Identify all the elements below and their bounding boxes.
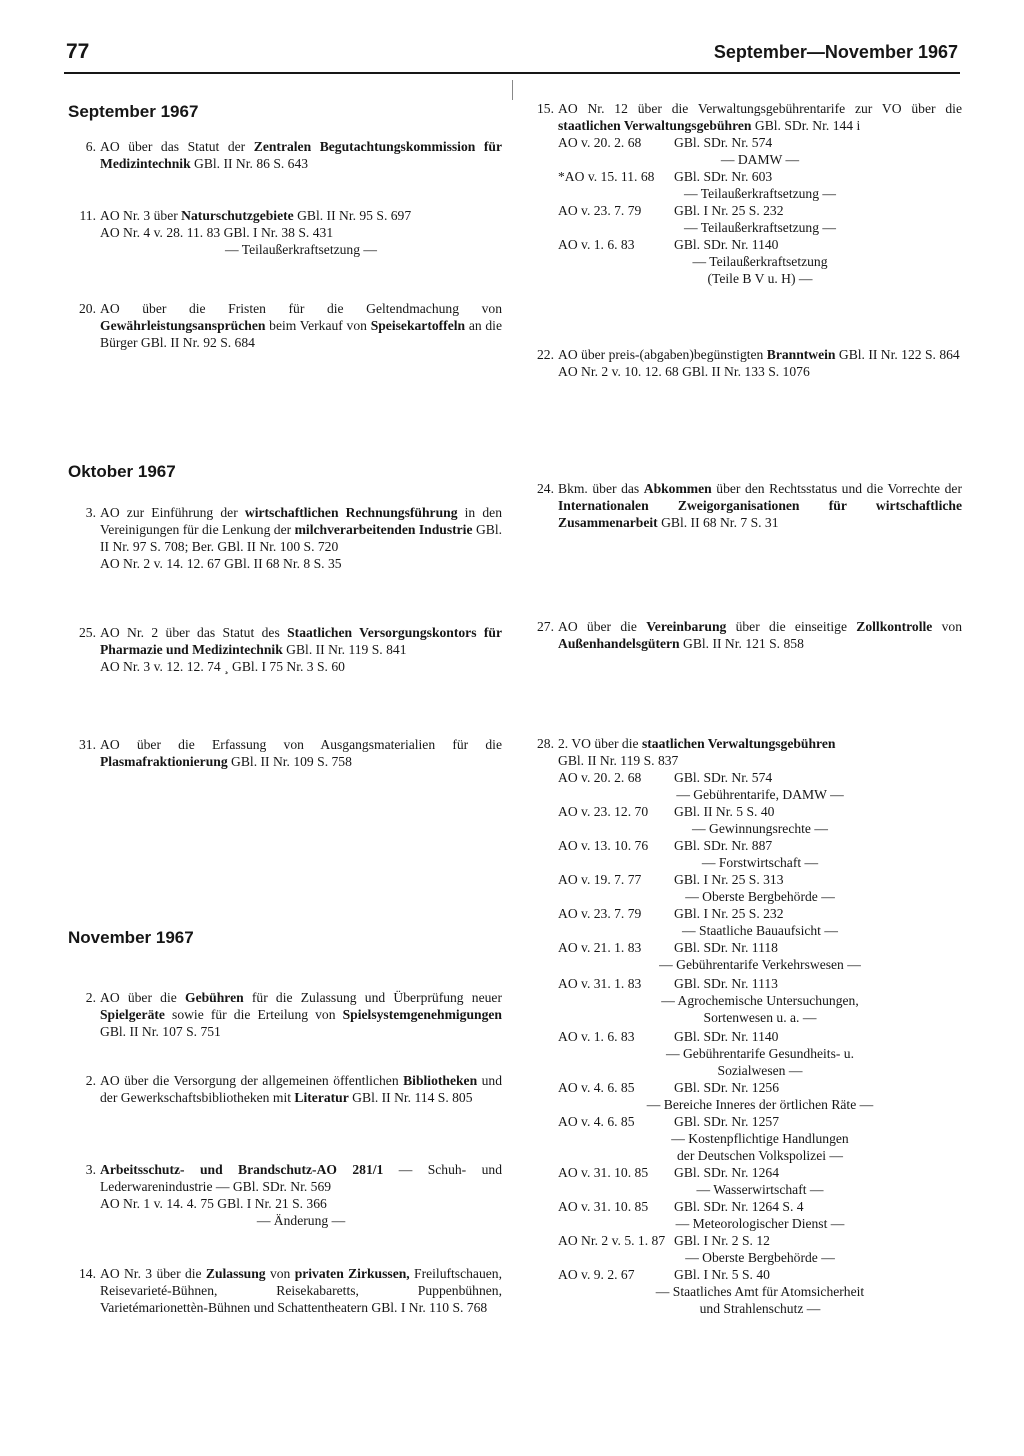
amendment-date: AO v. 20. 2. 68 xyxy=(558,770,642,785)
entry-number: 24. xyxy=(537,481,554,496)
amendment-date: AO v. 4. 6. 85 xyxy=(558,1080,635,1095)
amendment-note: — Agrochemische Untersuchungen, xyxy=(661,993,859,1008)
amendment-row xyxy=(558,975,962,992)
amendment-date: AO v. 1. 6. 83 xyxy=(558,1029,635,1044)
list-item xyxy=(70,138,502,172)
amendment-row xyxy=(558,1164,962,1181)
list-item xyxy=(70,207,502,258)
entry-text: AO über die Erfassung von Ausgangsmaterialien für die Plasmafraktionierung GBl. II Nr. 109 S. 758 xyxy=(100,737,502,769)
amendment-row xyxy=(558,134,962,151)
page-number: 77 xyxy=(66,40,90,63)
amendment-date: AO v. 31. 1. 83 xyxy=(558,976,642,991)
amendment-source: GBl. SDr. Nr. 1140 xyxy=(674,1029,779,1044)
amendment-row xyxy=(558,939,962,956)
list-item xyxy=(70,1161,502,1229)
entry-number: 3. xyxy=(85,1162,96,1177)
entry-number: 25. xyxy=(79,625,96,640)
entry-reference-line: AO Nr. 2 v. 10. 12. 68 GBl. II Nr. 133 S. 1076 xyxy=(558,364,810,379)
amendment-row xyxy=(558,1232,962,1249)
amendment-row xyxy=(558,905,962,922)
entry-text: AO über das Statut der Zentralen Begutachtungskommission für Medizintechnik GBl. II Nr. 86 S. 643 xyxy=(100,139,502,171)
amendment-source: GBl. SDr. Nr. 1118 xyxy=(674,940,778,955)
amendment-row xyxy=(558,1113,962,1130)
entry-text: AO Nr. 3 über Naturschutzgebiete GBl. II Nr. 95 S. 697 xyxy=(100,208,412,223)
amendment-date: AO v. 13. 10. 76 xyxy=(558,838,649,853)
entry-text: AO Nr. 3 über die Zulassung von privaten Zirkussen, Freiluftschauen, Reisevarieté-Bühnen, Reisekabaretts, Puppenbühnen, Varietémarionettèn-Bühnen und Schattentheatern GBl. I Nr. 110 S. 768 xyxy=(100,1266,502,1315)
amendment-row xyxy=(558,871,962,888)
amendment-row xyxy=(558,202,962,219)
amendment-note: — DAMW — xyxy=(720,152,800,167)
amendment-row xyxy=(558,1028,962,1045)
amendment-row xyxy=(558,1266,962,1283)
list-item xyxy=(70,1265,502,1316)
amendment-note: — Wasserwirtschaft — xyxy=(696,1182,824,1197)
amendment-note: — Teilaußerkraftsetzung — xyxy=(683,220,837,235)
amendment-source: GBl. SDr. Nr. 1256 xyxy=(674,1080,779,1095)
header-rule xyxy=(64,72,960,74)
entry-reference-line: AO Nr. 3 v. 12. 12. 74 ¸ GBl. I 75 Nr. 3 S. 60 xyxy=(100,659,345,674)
list-item xyxy=(70,1072,502,1106)
entry-number: 11. xyxy=(79,208,96,223)
amendment-note: — Staatliches Amt für Atomsicherheit xyxy=(655,1284,865,1299)
amendment-note: — Gebührentarife, DAMW — xyxy=(676,787,844,802)
amendment-date: *AO v. 15. 11. 68 xyxy=(558,169,655,184)
amendment-note: und Strahlenschutz — xyxy=(699,1301,821,1316)
amendment-note: der Deutschen Volkspolizei — xyxy=(677,1148,843,1163)
entry-text: AO über die Fristen für die Geltendmachung von Gewährleistungsansprüchen beim Verkauf von Speisekartoffeln an die Bürger GBl. II Nr. 92 S. 684 xyxy=(100,301,502,350)
list-item xyxy=(528,480,962,531)
amendment-source: GBl. I Nr. 2 S. 12 xyxy=(674,1233,770,1248)
entry-number: 20. xyxy=(79,301,96,316)
list-item xyxy=(70,300,502,351)
amendment-date: AO v. 19. 7. 77 xyxy=(558,872,642,887)
entry-number: 27. xyxy=(537,619,554,634)
entry-number: 3. xyxy=(85,505,96,520)
amendment-source: GBl. I Nr. 25 S. 232 xyxy=(674,906,784,921)
amendment-row xyxy=(558,837,962,854)
amendment-source: GBl. II Nr. 5 S. 40 xyxy=(674,804,775,819)
amendment-date: AO v. 31. 10. 85 xyxy=(558,1165,649,1180)
amendment-note: (Teile B V u. H) — xyxy=(707,271,813,286)
list-item xyxy=(528,735,962,1317)
amendment-date: AO v. 1. 6. 83 xyxy=(558,237,635,252)
amendment-source: GBl. I Nr. 5 S. 40 xyxy=(674,1267,770,1282)
list-item xyxy=(528,100,962,287)
amendment-date: AO Nr. 2 v. 5. 1. 87 xyxy=(558,1233,666,1248)
entry-text: Arbeitsschutz- und Brandschutz-AO 281/1 — Schuh- und Lederwarenindustrie — GBl. SDr. Nr. 569 xyxy=(100,1162,502,1194)
amendment-source: GBl. SDr. Nr. 1264 xyxy=(674,1165,779,1180)
amendment-date: AO v. 4. 6. 85 xyxy=(558,1114,635,1129)
amendment-note: Sozialwesen — xyxy=(717,1063,803,1078)
amendment-note: — Staatliche Bauaufsicht — xyxy=(682,923,838,938)
entry-text: AO über die Versorgung der allgemeinen öffentlichen Bibliotheken und der Gewerkschaftsbibliotheken mit Literatur GBl. II Nr. 114 S. 805 xyxy=(100,1073,503,1105)
amendment-row xyxy=(558,769,962,786)
amendment-note: — Oberste Bergbehörde — xyxy=(685,889,835,904)
amendment-note: — Gebührentarife Gesundheits- u. xyxy=(666,1046,854,1061)
amendment-source: GBl. SDr. Nr. 887 xyxy=(674,838,773,853)
amendment-source: GBl. I Nr. 25 S. 232 xyxy=(674,203,784,218)
entry-text: AO zur Einführung der wirtschaftlichen Rechnungsführung in den Vereinigungen für die Lenkung der milchverarbeitenden Industrie GBl. II Nr. 97 S. 708; Ber. GBl. II Nr. 100 S. 720 xyxy=(100,505,503,554)
entry-number: 15. xyxy=(537,101,554,116)
entry-number: 6. xyxy=(85,139,96,154)
amendment-row xyxy=(558,1079,962,1096)
entry-number: 31. xyxy=(79,737,96,752)
month-heading-november: November 1967 xyxy=(68,928,194,947)
column-divider xyxy=(512,80,513,100)
amendment-note: — Forstwirtschaft — xyxy=(701,855,819,870)
amendment-note: Sortenwesen u. a. — xyxy=(703,1010,817,1025)
amendment-note: — Oberste Bergbehörde — xyxy=(685,1250,835,1265)
amendment-row xyxy=(558,1198,962,1215)
amendment-source: GBl. SDr. Nr. 603 xyxy=(674,169,773,184)
entry-text: AO über die Gebühren für die Zulassung und Überprüfung neuer Spielgeräte sowie für die Erteilung von Spielsystemgenehmigungen GBl. II Nr. 107 S. 751 xyxy=(100,990,502,1039)
running-title: September—November 1967 xyxy=(713,42,958,62)
entry-text: AO über die Vereinbarung über die einseitige Zollkontrolle von Außenhandelsgütern GBl. II Nr. 121 S. 858 xyxy=(558,619,962,651)
list-item xyxy=(528,618,962,652)
month-heading-oktober: Oktober 1967 xyxy=(68,462,176,481)
amendment-source: GBl. SDr. Nr. 574 xyxy=(674,770,773,785)
entry-number: 2. xyxy=(85,990,96,1005)
amendment-note: — Gebührentarife Verkehrswesen — xyxy=(659,957,861,972)
entry-number: 22. xyxy=(537,347,554,362)
amendment-date: AO v. 31. 10. 85 xyxy=(558,1199,649,1214)
entry-number: 14. xyxy=(79,1266,96,1281)
amendment-source: GBl. SDr. Nr. 1257 xyxy=(674,1114,779,1129)
amendment-source: GBl. I Nr. 25 S. 313 xyxy=(674,872,784,887)
amendment-date: AO v. 23. 7. 79 xyxy=(558,906,642,921)
amendment-date: AO v. 9. 2. 67 xyxy=(558,1267,635,1282)
month-heading-september: September 1967 xyxy=(68,102,199,121)
amendment-row xyxy=(558,236,962,253)
amendment-source: GBl. SDr. Nr. 574 xyxy=(674,135,773,150)
entry-text: AO über preis-(abgaben)begünstigten Branntwein GBl. II Nr. 122 S. 864 xyxy=(558,347,960,362)
amendment-source: GBl. SDr. Nr. 1264 S. 4 xyxy=(674,1199,804,1214)
amendment-note: — Meteorologischer Dienst — xyxy=(675,1216,845,1231)
amendment-note: — Kostenpflichtige Handlungen xyxy=(671,1131,849,1146)
amendment-row xyxy=(558,168,962,185)
list-item xyxy=(70,989,502,1040)
list-item xyxy=(528,346,962,380)
entry-text: 2. VO über die staatlichen Verwaltungsgebühren xyxy=(558,736,836,751)
entry-text: Bkm. über das Abkommen über den Rechtsstatus und die Vorrechte der Internationalen Zweigorganisationen für wirtschaftliche Zusammenarbeit GBl. II 68 Nr. 7 S. 31 xyxy=(558,481,962,530)
list-item xyxy=(70,504,502,572)
amendment-date: AO v. 23. 12. 70 xyxy=(558,804,649,819)
entry-number: 2. xyxy=(85,1073,96,1088)
entry-reference-line: AO Nr. 2 v. 14. 12. 67 GBl. II 68 Nr. 8 S. 35 xyxy=(100,556,342,571)
amendment-note: — Teilaußerkraftsetzung xyxy=(692,254,828,269)
entry-text: AO Nr. 2 über das Statut des Staatlichen Versorgungskontors für Pharmazie und Medizintechnik GBl. II Nr. 119 S. 841 xyxy=(100,625,502,657)
amendment-note: — Teilaußerkraftsetzung — xyxy=(683,186,837,201)
list-item xyxy=(70,736,502,770)
entry-number: 28. xyxy=(537,736,554,751)
amendment-date: AO v. 23. 7. 79 xyxy=(558,203,642,218)
entry-reference-line: GBl. II Nr. 119 S. 837 xyxy=(558,753,679,768)
entry-text: AO Nr. 12 über die Verwaltungsgebührentarife zur VO über die staatlichen Verwaltungsgebühren GBl. SDr. Nr. 144 i xyxy=(558,101,962,133)
entry-note: — Teilaußerkraftsetzung — xyxy=(224,242,378,257)
list-item xyxy=(70,624,502,675)
amendment-note: — Gewinnungsrechte — xyxy=(692,821,828,836)
entry-reference-line: AO Nr. 1 v. 14. 4. 75 GBl. I Nr. 21 S. 366 xyxy=(100,1196,327,1211)
amendment-note: — Bereiche Inneres der örtlichen Räte — xyxy=(646,1097,874,1112)
amendment-source: GBl. SDr. Nr. 1140 xyxy=(674,237,779,252)
amendment-source: GBl. SDr. Nr. 1113 xyxy=(674,976,778,991)
amendment-date: AO v. 21. 1. 83 xyxy=(558,940,642,955)
entry-note: — Änderung — xyxy=(256,1213,346,1228)
amendment-date: AO v. 20. 2. 68 xyxy=(558,135,642,150)
entry-reference-line: AO Nr. 4 v. 28. 11. 83 GBl. I Nr. 38 S. 431 xyxy=(100,225,334,240)
amendment-row xyxy=(558,803,962,820)
